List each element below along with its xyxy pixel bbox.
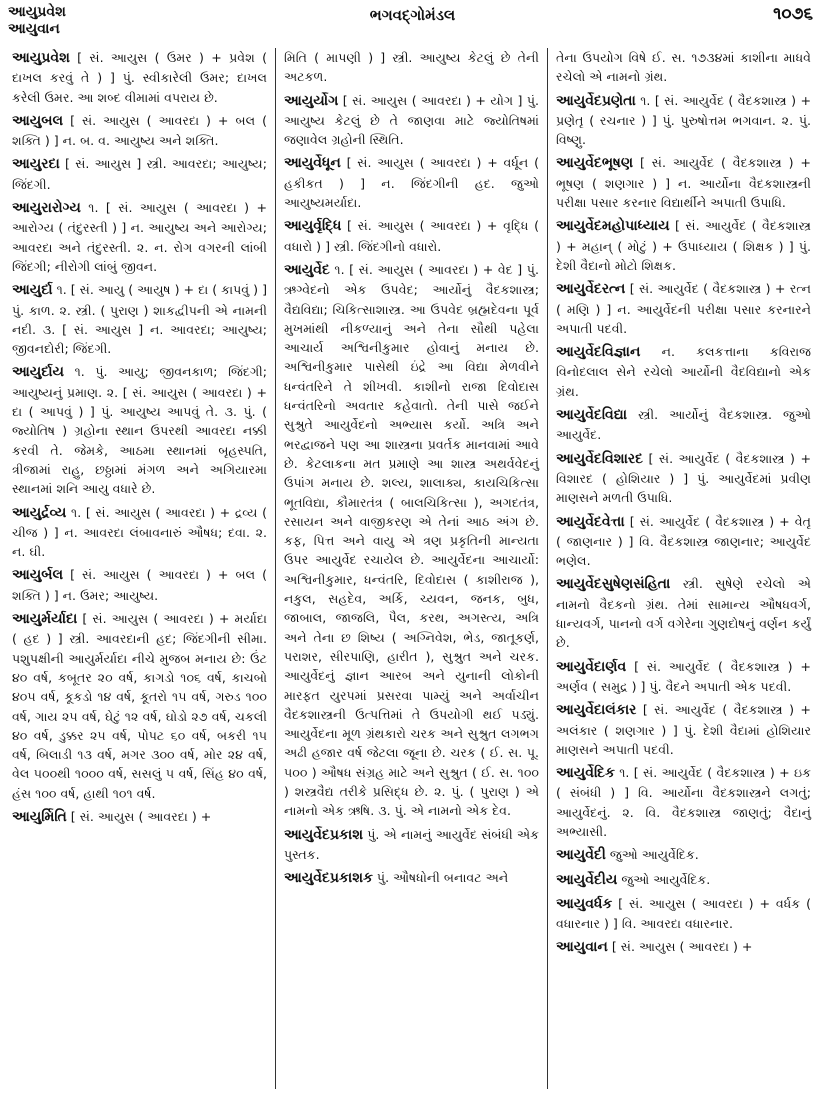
- entry-definition: ૧. પું. આયુ; જીવનકાળ; જિંદગી; આયુષ્યનું પ્રમાણ. ૨. [ સં. આયુસ ( આવરદા ) + દા ( આપવું ) ] પું. આયુષ્ય આપવું તે. ૩. પું. ( જ્યોતિષ ) ગ્રહોના સ્થાન ઉપરથી આવરદા નક્કી કરવી તે. જેમકે, આઠમા સ્થાનમાં બૃહસ્પતિ, ત્રીજામાં રાહુ, છઠ્ઠામાં મંગળ અને અગિયારમા સ્થાનમાં શનિ આયુ વધારે છે.: [12, 364, 267, 497]
- entry-headword: આયુર્દ્રવ્ય: [12, 504, 67, 521]
- dictionary-entry: [556, 845, 811, 865]
- entry-definition: ૧. [ સં. આયુસ ( આવરદા ) + દ્રવ્ય ( ચીજ ) ] ન. આવરદા લંબાવનારું ઔષધ; દવા. ૨. ન. ઘી.: [12, 504, 267, 560]
- entry-definition: [ સં. આયુર્વેદ ( વૈદકશાસ્ત્ર ) + અલંકાર ( શણગાર ) ] પું. દેશી વૈદામાં હોશિયાર માણસને અપાતી પદવી.: [556, 702, 811, 757]
- entry-headword: આયુર્વેદ: [284, 261, 330, 278]
- entry-definition: [ સં. આયુર્વેદ ( વૈદકશાસ્ત્ર ) + અર્ણવ ( સમુદ્ર ) ] પું. વૈદને અપાતી એક પદવી.: [556, 658, 811, 694]
- entry-headword: આયુર્વેદમહોપાધ્યાય: [556, 218, 670, 235]
- entry-definition: ૧. [ સં. આયુર્વેદ ( વૈદકશાસ્ત્ર ) + ઇક ( સંબંધી ) ] વિ. આર્યોના વૈદકશાસ્ત્રને લગતું; આયુર્વેદનું. ૨. વિ. વૈદકશાસ્ત્ર જાણતું; વૈદાનું અભ્યાસી.: [556, 765, 811, 839]
- entry-headword: આયુર્વેદાલંકાર: [556, 702, 637, 719]
- dictionary-entry: [284, 153, 539, 212]
- entry-definition: [ સં. આયુસ ( આવરદા ) + બલ ( શક્તિ ) ] ન. બ. વ. આયુષ્ય અને શક્તિ.: [12, 112, 267, 149]
- entry-definition: [ સં. આયુસ ( આવરદા ) +: [611, 939, 753, 955]
- entry-definition: ૧. [ સં. આયુસ ( આવરદા ) + વેદ ] પું. ઋગ્વેદનો એક ઉપવેદ; આર્યોનું વૈદકશાસ્ત્ર; વૈદ્યવિદ્યા; ચિકિત્સાશાસ્ત્ર. આ ઉપવેદ બ્રહ્મદેવના પૂર્વ મુખમાંથી નીકળ્યાનું અને તેના સૌથી પહેલા આચાર્ય અશ્વિનીકુમાર હોવાનું મનાય છે. અશ્વિનીકુમાર પાસેથી ઇંદ્રે આ વિદ્યા મેળવીને ધન્વંતરિને તે શીખવી. કાશીનો રાજા દિવોદાસ ધન્વંતરિનો અવતાર કહેવાતો. તેની પાસે જઈને સુશ્રુતે આયુર્વેદનો અભ્યાસ કર્યો. અત્રિ અને ભરદ્વાજને પણ આ શાસ્ત્રના પ્રવર્તક માનવામાં આવે છે. કેટલાકના મત પ્રમાણે આ શાસ્ત્ર અથર્વવેદનું ઉપાંગ મનાય છે. શલ્ય, શાલાક્ય, કાયચિકિત્સા ભૂતવિદ્યા, કૌમારતંત્ર ( બાલચિકિત્સા ), અગદતંત્ર, રસાયન અને વાજીકરણ એ તેનાં આઠ અંગ છે. કફ, પિત્ત અને વાયુ એ ત્રણ પ્રકૃતિની માન્યતા ઉપર આયુર્વેદ રચાયેલ છે. આયુર્વેદના આચાર્યો: અશ્વિનીકુમાર, ધન્વંતરિ, દિવોદાસ ( કાશીરાજ ), નકુલ, સહદેવ, અર્કિ, ચ્યવન, જનક, બુધ, જાબાલ, જાજલિ, પૈલ, કરથ, અગસ્ત્ય, અત્રિ અને તેના છ શિષ્ય ( અગ્નિવેશ, ભેડ, જાતૂકર્ણ, પરાશર, સીરપાણિ, હારીત ), સુશ્રુત અને ચરક. આયુર્વેદનું જ્ઞાન આરબ અને યુનાની લોકોની મારફત યુરપમાં પ્રસરવા પામ્યું અને અર્વાચીન વૈદકશાસ્ત્રની ઉત્પત્તિમાં તે ઉપયોગી થઈ પડ્યું. આયુર્વેદના મૂળ ગ્રંથકારો ચરક અને સુશ્રુત લગભગ અઢી હજાર વર્ષ જેટલા જૂના છે. ચરક ( ઈ. સ. પૂ. ૫૦૦ ) ઔષધ સંગ્રહ માટે અને સુશ્રુત ( ઈ. સ. ૧૦૦ ) શસ્ત્રવૈદ્ય તરીકે પ્રસિદ્ધ છે. ૨. પું. ( પુરાણ ) એ નામનો એક ઋષિ. ૩. પું. એ નામનો એક દેવ.: [284, 261, 539, 819]
- entry-headword: આયુર્વેદપ્રણેતા: [556, 92, 636, 109]
- entry-definition: [ સં. આયુર્વેદ ( વૈદકશાસ્ત્ર ) + વિશારદ ( હોશિયાર ) ] પું. આયુર્વેદમાં પ્રવીણ માણસને મળતી ઉપાધિ.: [556, 450, 811, 506]
- dictionary-entry: [12, 362, 267, 498]
- entry-headword: આયુપ્રવેશ: [12, 50, 70, 66]
- entry-headword: આયુર્વેદભૂષણ: [556, 155, 634, 172]
- entry-headword: આયુર્વેદવિજ્ઞાન: [556, 344, 641, 361]
- dictionary-entry: [284, 216, 539, 256]
- entry-definition: મિતિ ( માપણી ) ] સ્ત્રી. આયુષ્ય કેટલું છે તેની અટકળ.: [284, 50, 539, 85]
- page-number: ૧૦૭૬: [773, 4, 813, 24]
- dictionary-entry: [12, 807, 267, 827]
- entry-definition: [ સં. આયુર્વેદ ( વૈદકશાસ્ત્ર ) + મહાન્ ( મોટું ) + ઉપાધ્યાય ( શિક્ષક ) ] પું. દેશી વૈદાનો મોટો શિક્ષક.: [556, 218, 811, 273]
- dictionary-entry: [12, 154, 267, 194]
- entry-definition: જુઓ આયુર્વેદિક.: [621, 871, 711, 887]
- entry-headword: આયુર્બલ: [12, 567, 64, 584]
- guide-word-first: આયુપ્રવેશ: [8, 4, 66, 20]
- entry-definition: ૧. [ સં. આયુ ( આયુષ ) + દા ( કાપવું ) ] પું. કાળ. ૨. સ્ત્રી. ( પુરાણ ) શાકદ્વીપની એ નામની નદી. ૩. [ સં. આયુસ ] ન. આવરદા; આયુષ્ય; જીવનદોરી; જિંદગી.: [12, 282, 267, 357]
- entry-definition: [ સં. આયુસ ( આવરદા ) + વૃદ્ધિ ( વધારો ) ] સ્ત્રી. જિંદગીનો વધારો.: [284, 218, 539, 254]
- dictionary-entry: [556, 574, 811, 652]
- entry-headword: આયુર્યોગ: [284, 92, 339, 109]
- guide-word-last: આયુવાન: [8, 21, 60, 37]
- dictionary-entry: [12, 503, 267, 562]
- dictionary-entry: [284, 260, 539, 821]
- entry-headword: આયુર્વેદવેત્તા: [556, 513, 625, 530]
- dictionary-entry: [12, 198, 267, 276]
- page-header: [8, 2, 817, 42]
- entry-headword: આયુર્દાય: [12, 364, 64, 381]
- entry-definition: [ સં. આયુસ ( આવરદા ) +: [70, 808, 212, 824]
- entry-definition: ન. કલકત્તાના કવિરાજ વિનોદલાલ સેને રચેલો આર્યોની વૈદવિદ્યાનો એક ગ્રંથ.: [556, 344, 811, 399]
- dictionary-title: ભગવદ્ગોમંડલ: [369, 6, 456, 24]
- entry-definition: [ સં. આયુસ ( આવરદા ) + મર્યાદા ( હદ ) ] સ્ત્રી. આવરદાની હદ; જિંદગીની સીમા. પશુપક્ષીની આયુર્મર્યાદા નીચે મુજબ મનાય છે: ઉંટ ૪૦ વર્ષ, કબૂતર ૨૦ વર્ષ, કાગડો ૧૦૬ વર્ષ, કાચબો ૪૦૫ વર્ષ, કૂકડો ૧૪ વર્ષ, કૂતરો ૧૫ વર્ષ, ગરુડ ૧૦૦ વર્ષ, ગાય ૨૫ વર્ષ, ઘેટું ૧૨ વર્ષ, ઘોડો ૨૭ વર્ષ, ચકલી ૪૦ વર્ષ, ડુક્કર ૨૫ વર્ષ, પોપટ ૬૦ વર્ષ, બકરી ૧૫ વર્ષ, બિલાડી ૧૩ વર્ષ, મગર ૩૦૦ વર્ષ, મોર ૨૪ વર્ષ, વેલ ૫૦૦થી ૧૦૦૦ વર્ષ, સસલું ૫ વર્ષ, સિંહ ૪૦ વર્ષ, હંસ ૧૦૦ વર્ષ, હાથી ૧૦૧ વર્ષ.: [12, 611, 267, 801]
- entry-definition: [ સં. આયુસ ( આવરદા ) + બલ ( શક્તિ ) ] ન. ઉમર; આયુષ્ય.: [12, 567, 267, 603]
- entry-headword: આયુર્મિતિ: [12, 808, 67, 825]
- entry-headword: આયુરદા: [12, 156, 60, 173]
- entry-definition: ૧. [ સં. આયુર્વેદ ( વૈદકશાસ્ત્ર ) + પ્રણેતૃ ( રચનાર ) ] પું. પુરુષોત્તમ ભગવાન. ૨. પું. વિષ્ણુ.: [556, 92, 811, 148]
- entry-definition: [ સં. આયુસ ( આવરદા ) + યોગ ] પું. આયુષ્ય કેટલું છે તે જાણવા માટે જ્યોતિષમાં જણાવેલ ગ્રહોની સ્થિતિ.: [284, 92, 539, 148]
- dictionary-entry: [556, 870, 811, 890]
- entry-headword: આયુર્વૃદ્ધિ: [284, 218, 342, 235]
- dictionary-entry: [284, 825, 539, 865]
- entry-definition: [ સં. આયુર્વેદ ( વૈદકશાસ્ત્ર ) + વેતૃ ( જાણનાર ) ] વિ. વૈદકશાસ્ત્ર જાણનાર; આયુર્વેદ ભણેલ.: [556, 513, 811, 569]
- dictionary-entry: [556, 700, 811, 759]
- column-middle: [275, 48, 547, 1089]
- entry-headword: આયુર્વેદસુષેણસંહિતા: [556, 576, 671, 593]
- entry-headword: આયુર્મર્યાદા: [12, 611, 78, 628]
- entry-definition: જુઓ આયુર્વેદિક.: [609, 847, 699, 863]
- dictionary-entry: [12, 609, 267, 803]
- dictionary-entry: [12, 48, 267, 107]
- entry-definition: [ સં. આયુસ ( ઉમર ) + પ્રવેશ ( દાખલ કરવું તે ) ] પું. સ્વીકારેલી ઉમર; દાખલ કરેલી ઉમર. આ શબ્દ વીમામાં વપરાય છે.: [12, 50, 267, 105]
- entry-headword: આયુર્વેદીય: [556, 871, 618, 888]
- entry-headword: આયુરારોગ્ય: [12, 200, 81, 217]
- entry-definition: [ સં. આયુર્વેદ ( વૈદકશાસ્ત્ર ) + રત્ન ( મણિ ) ] ન. આયુર્વેદની પરીક્ષા પસાર કરનારને અપાતી પદવી.: [556, 281, 811, 336]
- entry-headword: આયુર્વેદવિદ્યા: [556, 407, 628, 424]
- entry-headword: આયુર્વેદાર્ણવ: [556, 658, 627, 675]
- dictionary-entry: [556, 91, 811, 150]
- dictionary-entry: [12, 111, 267, 151]
- entry-definition: [ સં. આયુસ ( આવરદા ) + વર્ધક ( વધારનાર ) ] વિ. આવરદા વધારનાર.: [556, 895, 811, 932]
- dictionary-entry: [556, 512, 811, 571]
- dictionary-entry: [12, 280, 267, 358]
- entry-headword: આયુર્વેદપ્રકાશ: [284, 826, 364, 843]
- entry-headword: આયુર્દા: [12, 282, 53, 299]
- dictionary-entry: [556, 894, 811, 934]
- dictionary-entry: [556, 405, 811, 445]
- dictionary-entry: [12, 565, 267, 605]
- dictionary-entry: [556, 657, 811, 697]
- entry-definition: [ સં. આયુસ ] સ્ત્રી. આવરદા; આયુષ્ય; જિંદગી.: [12, 156, 267, 192]
- dictionary-entry: [556, 279, 811, 338]
- entry-definition: સ્ત્રી. સુષેણે રચેલો એ નામનો વૈદકનો ગ્રંથ. તેમાં સામાન્ય ઔષધવર્ગ, ધાન્યવર્ગ, પાનનો વર્ગ વગેરેના ગુણદોષનું વર્ણન કર્યું છે.: [556, 576, 811, 651]
- entry-headword: આયુવાન: [556, 939, 608, 956]
- entry-definition: પું. એ નામનું આયુર્વેદ સંબંધી એક પુસ્તક.: [284, 826, 539, 862]
- entry-headword: આયુર્વેદરત્ન: [556, 281, 626, 298]
- dictionary-entry: [556, 342, 811, 401]
- entry-headword: આયુર્વેદી: [556, 847, 606, 864]
- entry-headword: આયુર્વેદિક: [556, 765, 615, 782]
- entry-definition: તેના ઉપયોગ વિષે ઈ. સ. ૧૭૩૪માં કાશીના માધવે રચેલો એ નામનો ગ્રંથ.: [556, 50, 811, 85]
- dictionary-entry: [284, 48, 539, 87]
- dictionary-entry: [556, 449, 811, 508]
- entry-definition: પું. ઔષધોની બનાવટ અને: [376, 870, 509, 886]
- dictionary-entry: [556, 48, 811, 87]
- entry-definition: [ સં. આયુસ ( આવરદા ) + વર્ધૂન ( હકીકત ) ] ન. જિંદગીની હદ. જુઓ આયુષ્યમર્યાદા.: [284, 155, 539, 211]
- dictionary-entry: [284, 91, 539, 150]
- entry-definition: સ્ત્રી. આર્યોનું વૈદકશાસ્ત્ર. જુઓ આયુર્વેદ.: [556, 407, 811, 443]
- dictionary-entry: [556, 937, 811, 957]
- entry-headword: આયુબલ: [12, 112, 64, 129]
- entry-definition: [ સં. આયુર્વેદ ( વૈદકશાસ્ત્ર ) + ભૂષણ ( શણગાર ) ] ન. આર્યોના વૈદકશાસ્ત્રની પરીક્ષા પસાર કરનાર વિદ્યાર્થીને અપાતી ઉપાધિ.: [556, 155, 811, 211]
- dictionary-entry: [556, 216, 811, 275]
- dictionary-entry: [284, 868, 539, 888]
- column-right: [547, 48, 819, 1089]
- entry-headword: આયુર્વેદપ્રકાશક: [284, 870, 373, 887]
- dictionary-entry: [556, 763, 811, 841]
- entry-headword: આયુવર્ધક: [556, 895, 613, 912]
- dictionary-columns: [8, 48, 819, 1089]
- entry-definition: ૧. [ સં. આયુસ ( આવરદા ) + આરોગ્ય ( તંદુરસ્તી ) ] ન. આયુષ્ય અને આરોગ્ય; આવરદા અને તંદુરસ્તી. ૨. ન. રોગ વગરની લાંબી જિંદગી; નીરોગી લાંબું જીવન.: [12, 200, 267, 274]
- entry-headword: આયુર્વેદવિશારદ: [556, 450, 643, 467]
- entry-headword: આયુર્વેધૂન: [284, 155, 341, 172]
- column-left: [8, 48, 275, 1089]
- dictionary-entry: [556, 153, 811, 212]
